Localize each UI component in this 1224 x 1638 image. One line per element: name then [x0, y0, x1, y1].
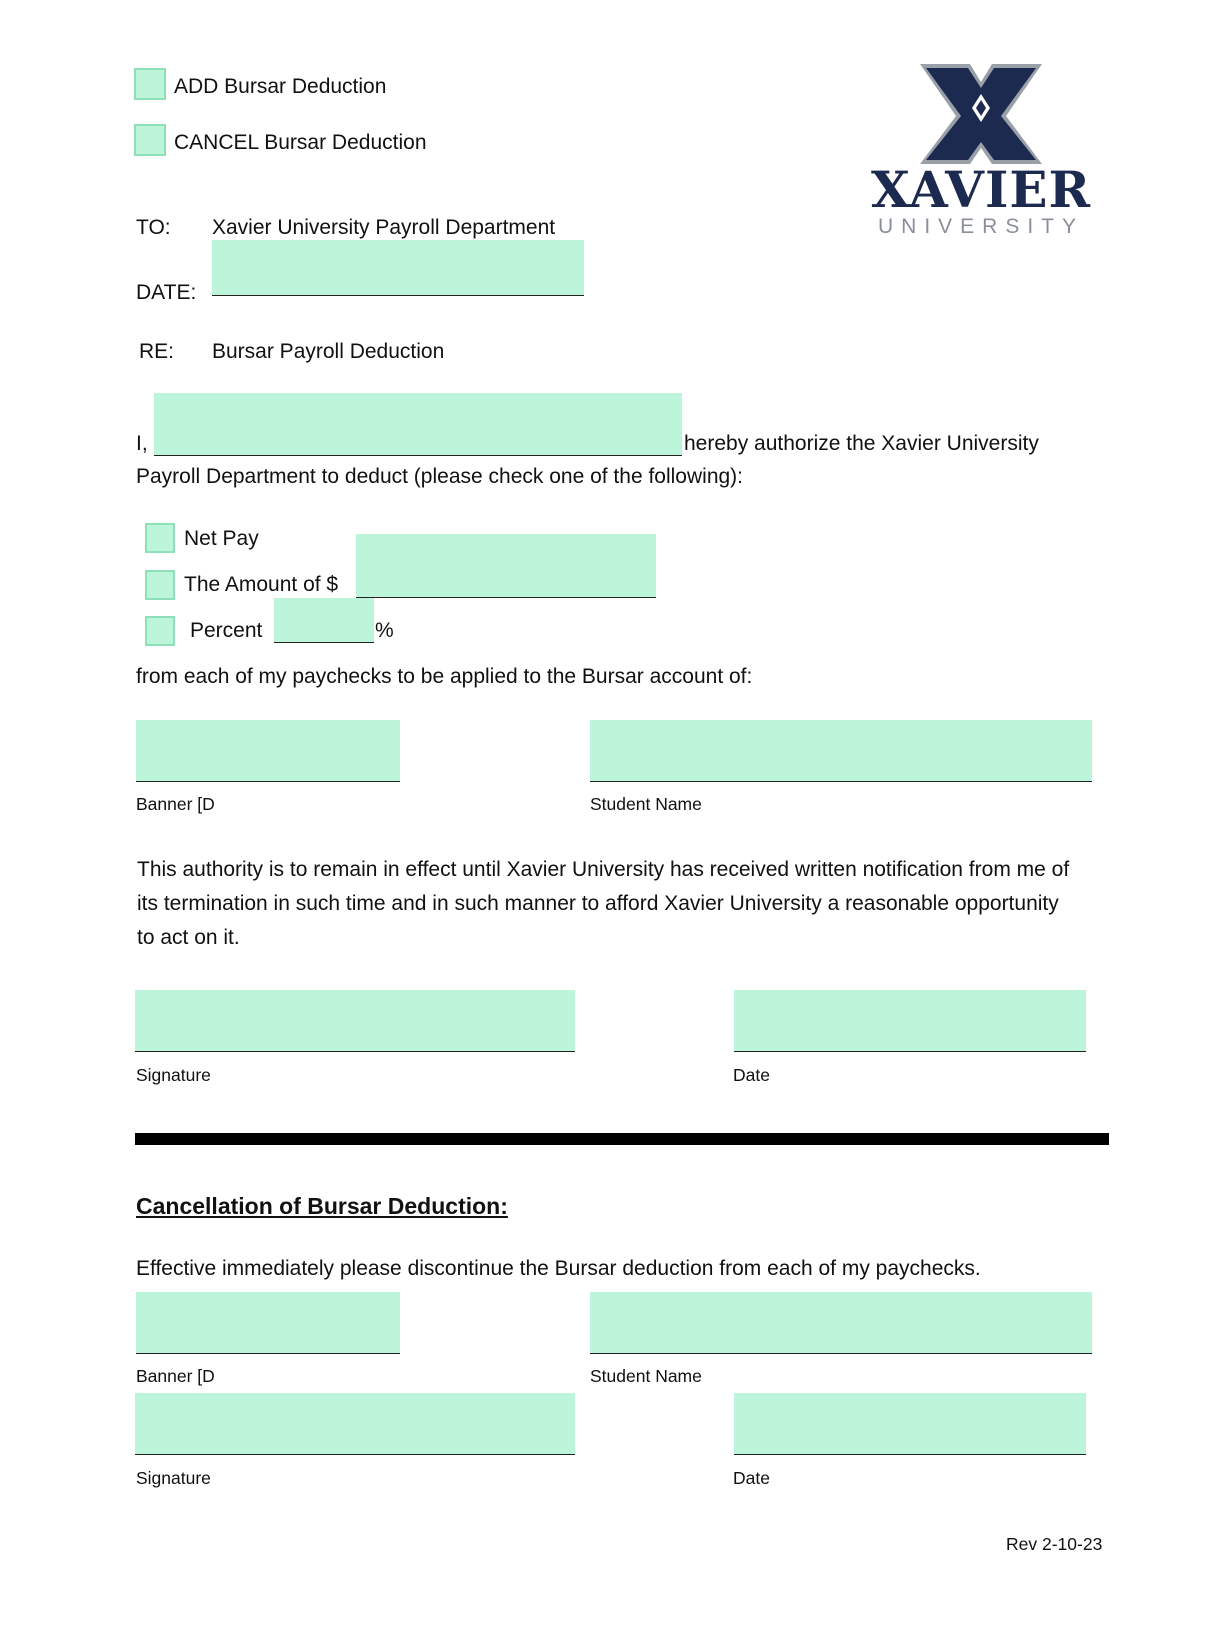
employee-name-field[interactable]: [154, 393, 682, 456]
authorize-line-2: Payroll Department to deduct (please check one of the following):: [136, 465, 744, 488]
add-deduction-label: ADD Bursar Deduction: [174, 75, 387, 98]
signature-label: Signature: [136, 1065, 211, 1085]
cancel-student-name-label: Student Name: [590, 1366, 702, 1386]
section-divider: [135, 1133, 1109, 1145]
cancel-deduction-label: CANCEL Bursar Deduction: [174, 131, 427, 154]
percent-checkbox[interactable]: [145, 616, 175, 646]
add-deduction-checkbox[interactable]: [134, 68, 166, 100]
date-sign-field[interactable]: [734, 990, 1086, 1052]
cancel-signature-field[interactable]: [135, 1393, 575, 1455]
applied-text: from each of my paychecks to be applied to the Bursar account of:: [136, 665, 753, 688]
i-label: I,: [136, 432, 148, 455]
net-pay-checkbox[interactable]: [145, 523, 175, 553]
cancel-deduction-checkbox[interactable]: [134, 124, 166, 156]
amount-label: The Amount of $: [184, 573, 339, 596]
authorize-text: hereby authorize the Xavier University: [684, 432, 1039, 455]
cancel-date-field[interactable]: [734, 1393, 1086, 1455]
to-label: TO:: [136, 216, 171, 239]
date-field[interactable]: [212, 240, 584, 296]
logo-name: XAVIER: [870, 160, 1091, 219]
to-value: Xavier University Payroll Department: [212, 216, 556, 239]
re-label: RE:: [139, 340, 175, 363]
percent-label: Percent: [190, 619, 263, 642]
signature-field[interactable]: [135, 990, 575, 1052]
re-value: Bursar Payroll Deduction: [212, 340, 445, 363]
date-label: DATE:: [136, 281, 197, 304]
amount-checkbox[interactable]: [145, 570, 175, 600]
x-emblem-icon: [866, 60, 1096, 170]
cancel-student-name-field[interactable]: [590, 1292, 1092, 1354]
percent-sign: %: [375, 619, 394, 642]
percent-field[interactable]: [274, 598, 374, 643]
date-sign-label: Date: [733, 1065, 770, 1085]
net-pay-label: Net Pay: [184, 527, 259, 550]
banner-id-label: Banner [D: [136, 794, 215, 814]
logo-sub: UNIVERSITY: [877, 215, 1085, 238]
student-name-field[interactable]: [590, 720, 1092, 782]
xavier-logo: [866, 60, 1096, 240]
cancel-banner-id-field[interactable]: [136, 1292, 400, 1354]
amount-field[interactable]: [356, 534, 656, 598]
cancel-date-label: Date: [733, 1468, 770, 1488]
banner-id-field[interactable]: [136, 720, 400, 782]
cancellation-heading: Cancellation of Bursar Deduction:: [136, 1193, 508, 1219]
cancel-signature-label: Signature: [136, 1468, 211, 1488]
cancel-banner-id-label: Banner [D: [136, 1366, 215, 1386]
revision-label: Rev 2-10-23: [1006, 1534, 1103, 1554]
authority-paragraph: This authority is to remain in effect until Xavier University has received written notification from me of its termination in such time and in such manner to afford Xavier University a reasonable opportunity to act on it.: [137, 858, 1070, 949]
cancellation-text: Effective immediately please discontinue the Bursar deduction from each of my paychecks.: [136, 1257, 981, 1280]
student-name-label: Student Name: [590, 794, 702, 814]
